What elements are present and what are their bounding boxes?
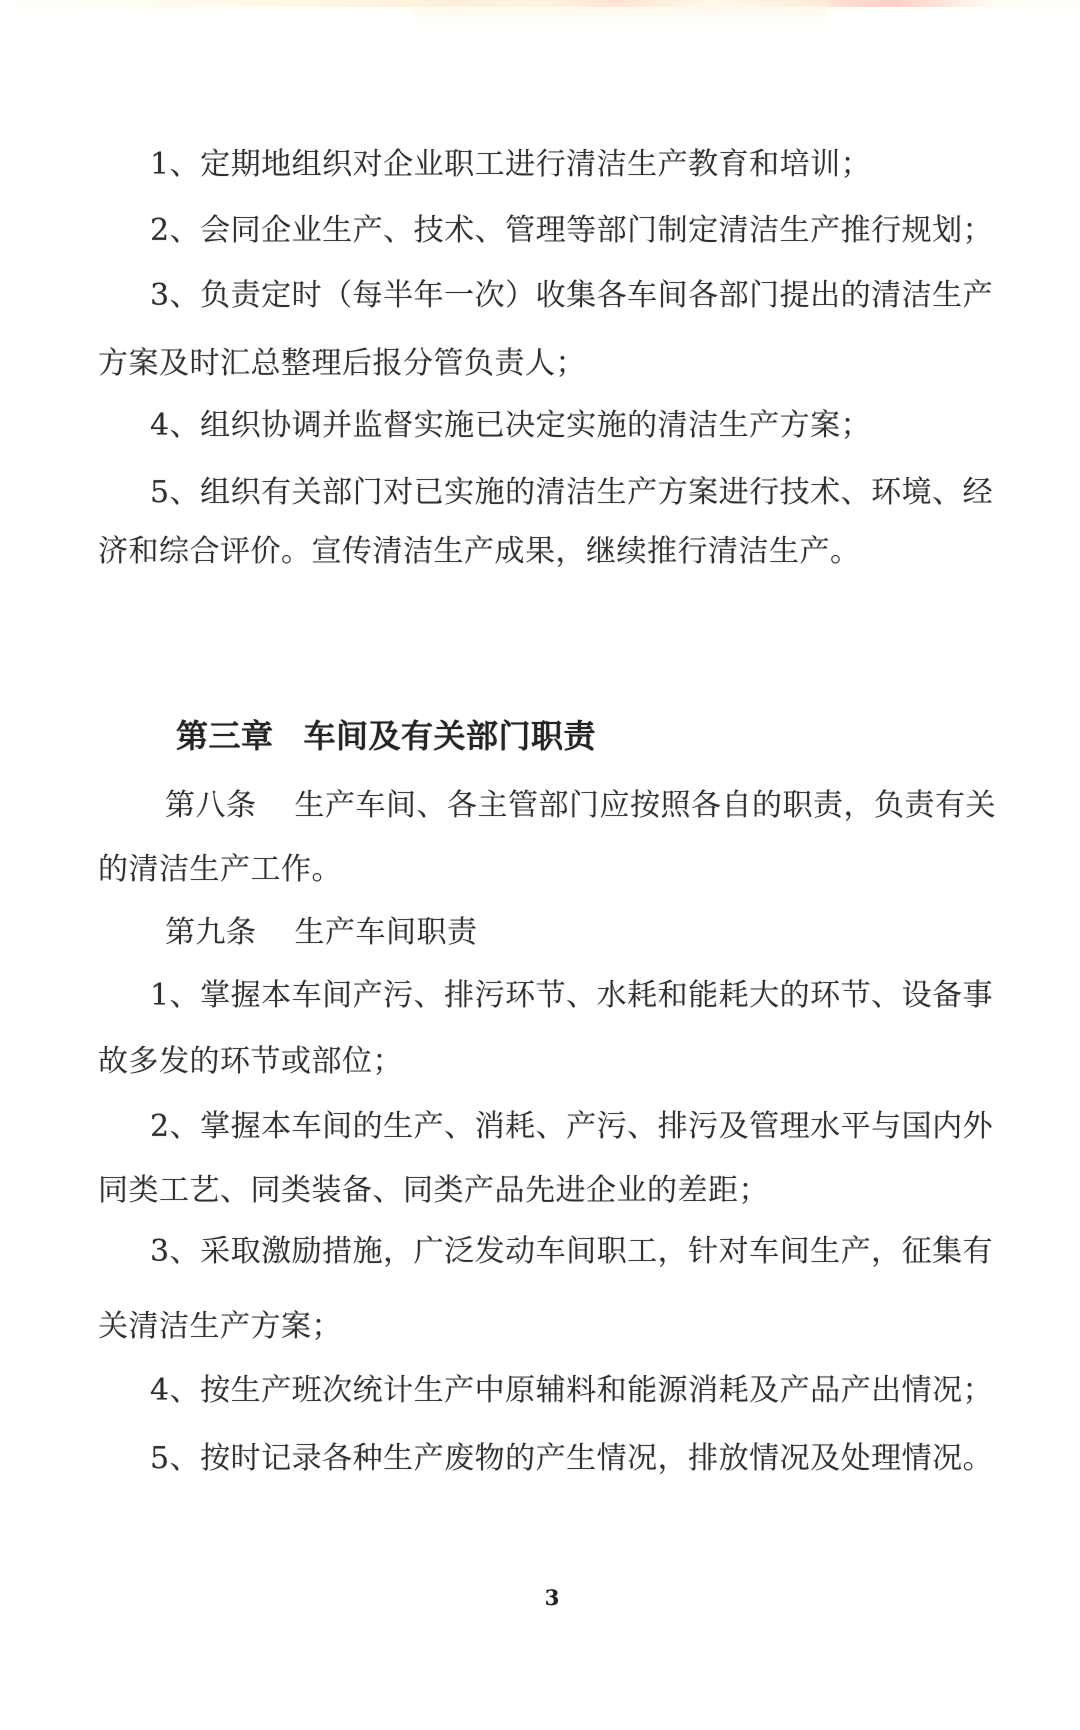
duty-item-2: 2、会同企业生产、技术、管理等部门制定清洁生产推行规划； (150, 213, 994, 248)
article-9-label: 第九条 (165, 915, 257, 950)
article-8-line-1 (165, 780, 996, 824)
article-8-text: 生产车间、各主管部门应按照各自的职责，负责有关 (294, 788, 996, 823)
duty-item-5-line-2: 济和综合评价。宣传清洁生产成果，继续推行清洁生产。 (98, 534, 861, 569)
duty-item-3-line-1: 3、负责定时（每半年一次）收集各车间各部门提出的清洁生产 (150, 278, 994, 313)
duty-item-4: 4、组织协调并监督实施已决定实施的清洁生产方案； (150, 408, 872, 443)
article-9-text: 生产车间职责 (294, 915, 478, 950)
article-9-heading (165, 907, 478, 951)
article-8-label: 第八条 (165, 788, 257, 823)
duty-item-3-line-2: 方案及时汇总整理后报分管负责人； (98, 346, 586, 381)
workshop-duty-3-line-2: 关清洁生产方案； (98, 1309, 342, 1344)
chapter-3-heading-label: 第三章 (176, 717, 274, 755)
chapter-3-heading (176, 711, 596, 757)
workshop-duty-5: 5、按时记录各种生产废物的产生情况，排放情况及处理情况。 (150, 1441, 994, 1476)
duty-item-5-line-1: 5、组织有关部门对已实施的清洁生产方案进行技术、环境、经 (150, 475, 994, 510)
workshop-duty-1-line-1: 1、掌握本车间产污、排污环节、水耗和能耗大的环节、设备事 (150, 978, 994, 1013)
article-8-line-2: 的清洁生产工作。 (98, 852, 342, 887)
scan-wash-artifact (410, 0, 830, 16)
workshop-duty-3-line-1: 3、采取激励措施，广泛发动车间职工，针对车间生产，征集有 (150, 1234, 994, 1269)
chapter-3-heading-text: 车间及有关部门职责 (303, 717, 597, 755)
workshop-duty-4: 4、按生产班次统计生产中原辅料和能源消耗及产品产出情况； (150, 1373, 994, 1408)
workshop-duty-2-line-1: 2、掌握本车间的生产、消耗、产污、排污及管理水平与国内外 (150, 1109, 994, 1144)
duty-item-1: 1、定期地组织对企业职工进行清洁生产教育和培训； (150, 147, 872, 182)
workshop-duty-1-line-2: 故多发的环节或部位； (98, 1044, 403, 1079)
workshop-duty-2-line-2: 同类工艺、同类装备、同类产品先进企业的差距； (98, 1173, 769, 1208)
page-number: 3 (544, 1585, 560, 1610)
